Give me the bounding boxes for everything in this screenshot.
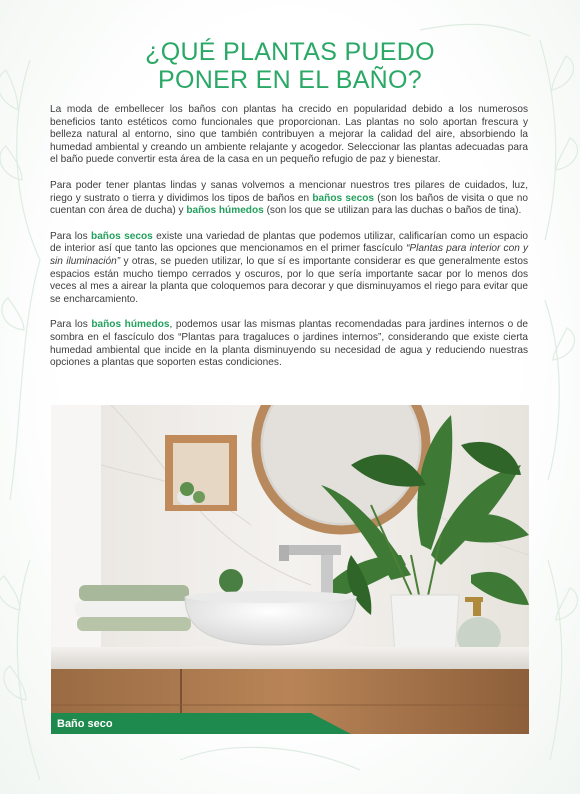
highlight-dry-bathrooms: baños secos (91, 230, 153, 242)
highlight-humid-bathrooms: baños húmedos (186, 205, 264, 217)
text-span: , podemos usar las mismas plantas recomendadas para jardines internos o de sombra en el fascículo dos “Plantas para tragaluces o jardines internos”, considerando que existe cierta humedad ambiental que incide en la planta disminuyendo su necesidad de agua y reduciendo nuestras opciones a plantas que soporten estas condiciones. (50, 319, 528, 369)
reference-first-issue: “Plantas para interior con y sin iluminación” (50, 243, 528, 267)
text-span: (son los que se utilizan para las duchas o baños de tina). (263, 205, 522, 217)
title-line-1: ¿QUÉ PLANTAS PUEDO (145, 38, 435, 66)
paragraph-humid-bathrooms (50, 319, 528, 369)
bathroom-illustration (51, 405, 529, 734)
page-title (0, 38, 580, 94)
text-span: Para los (50, 230, 92, 242)
bathroom-photo (51, 405, 529, 734)
article-body (50, 104, 528, 383)
text-span: y otras, se pueden utilizar, lo que sí es importante considerar es que generalmente estos espacios están mucho tiempo cerrados y oscuros, por lo que sería importante sacar por lo menos dos veces al mes a airear la planta que coloquemos para decorar y que disminuyamos el riego para evitar que se encharcamiento. (50, 255, 528, 305)
paragraph-dry-bathrooms (50, 231, 528, 307)
text-span: existe una variedad de plantas que podemos utilizar, calificarían como un espacio de interior así que tanto las opciones que mencionamos en el primer fascículo (50, 230, 528, 255)
title-line-2: PONER EN EL BAÑO? (158, 66, 422, 94)
photo-caption: Baño seco (57, 718, 113, 730)
highlight-humid-bathrooms: baños húmedos (91, 319, 170, 331)
text-span: Para los (50, 319, 92, 331)
paragraph-intro: La moda de embellecer los baños con plantas ha crecido en popularidad debido a los numerosos beneficios tanto estéticos como funcionales que proporcionan. Las plantas no solo aportan frescura y belleza natural al entorno, sino que también contribuyen a mejorar la calidad del aire, absorbiendo la humedad ambiental y creando un ambiente relajante y acogedor. Seleccionar las plantas adecuadas para el baño puede convertir esta área de la casa en un pequeño refugio de paz y bienestar. (50, 104, 528, 166)
highlight-dry-bathrooms: baños secos (312, 192, 374, 204)
paragraph-pillars (50, 180, 528, 218)
text-span: Para poder tener plantas lindas y sanas volvemos a mencionar nuestros tres pilares de cuidados, luz, riego y sustrato o tierra y dividimos los tipos de baños en (50, 179, 528, 204)
text-span: (son los baños de visita o que no cuentan con área de ducha) y (50, 192, 528, 217)
